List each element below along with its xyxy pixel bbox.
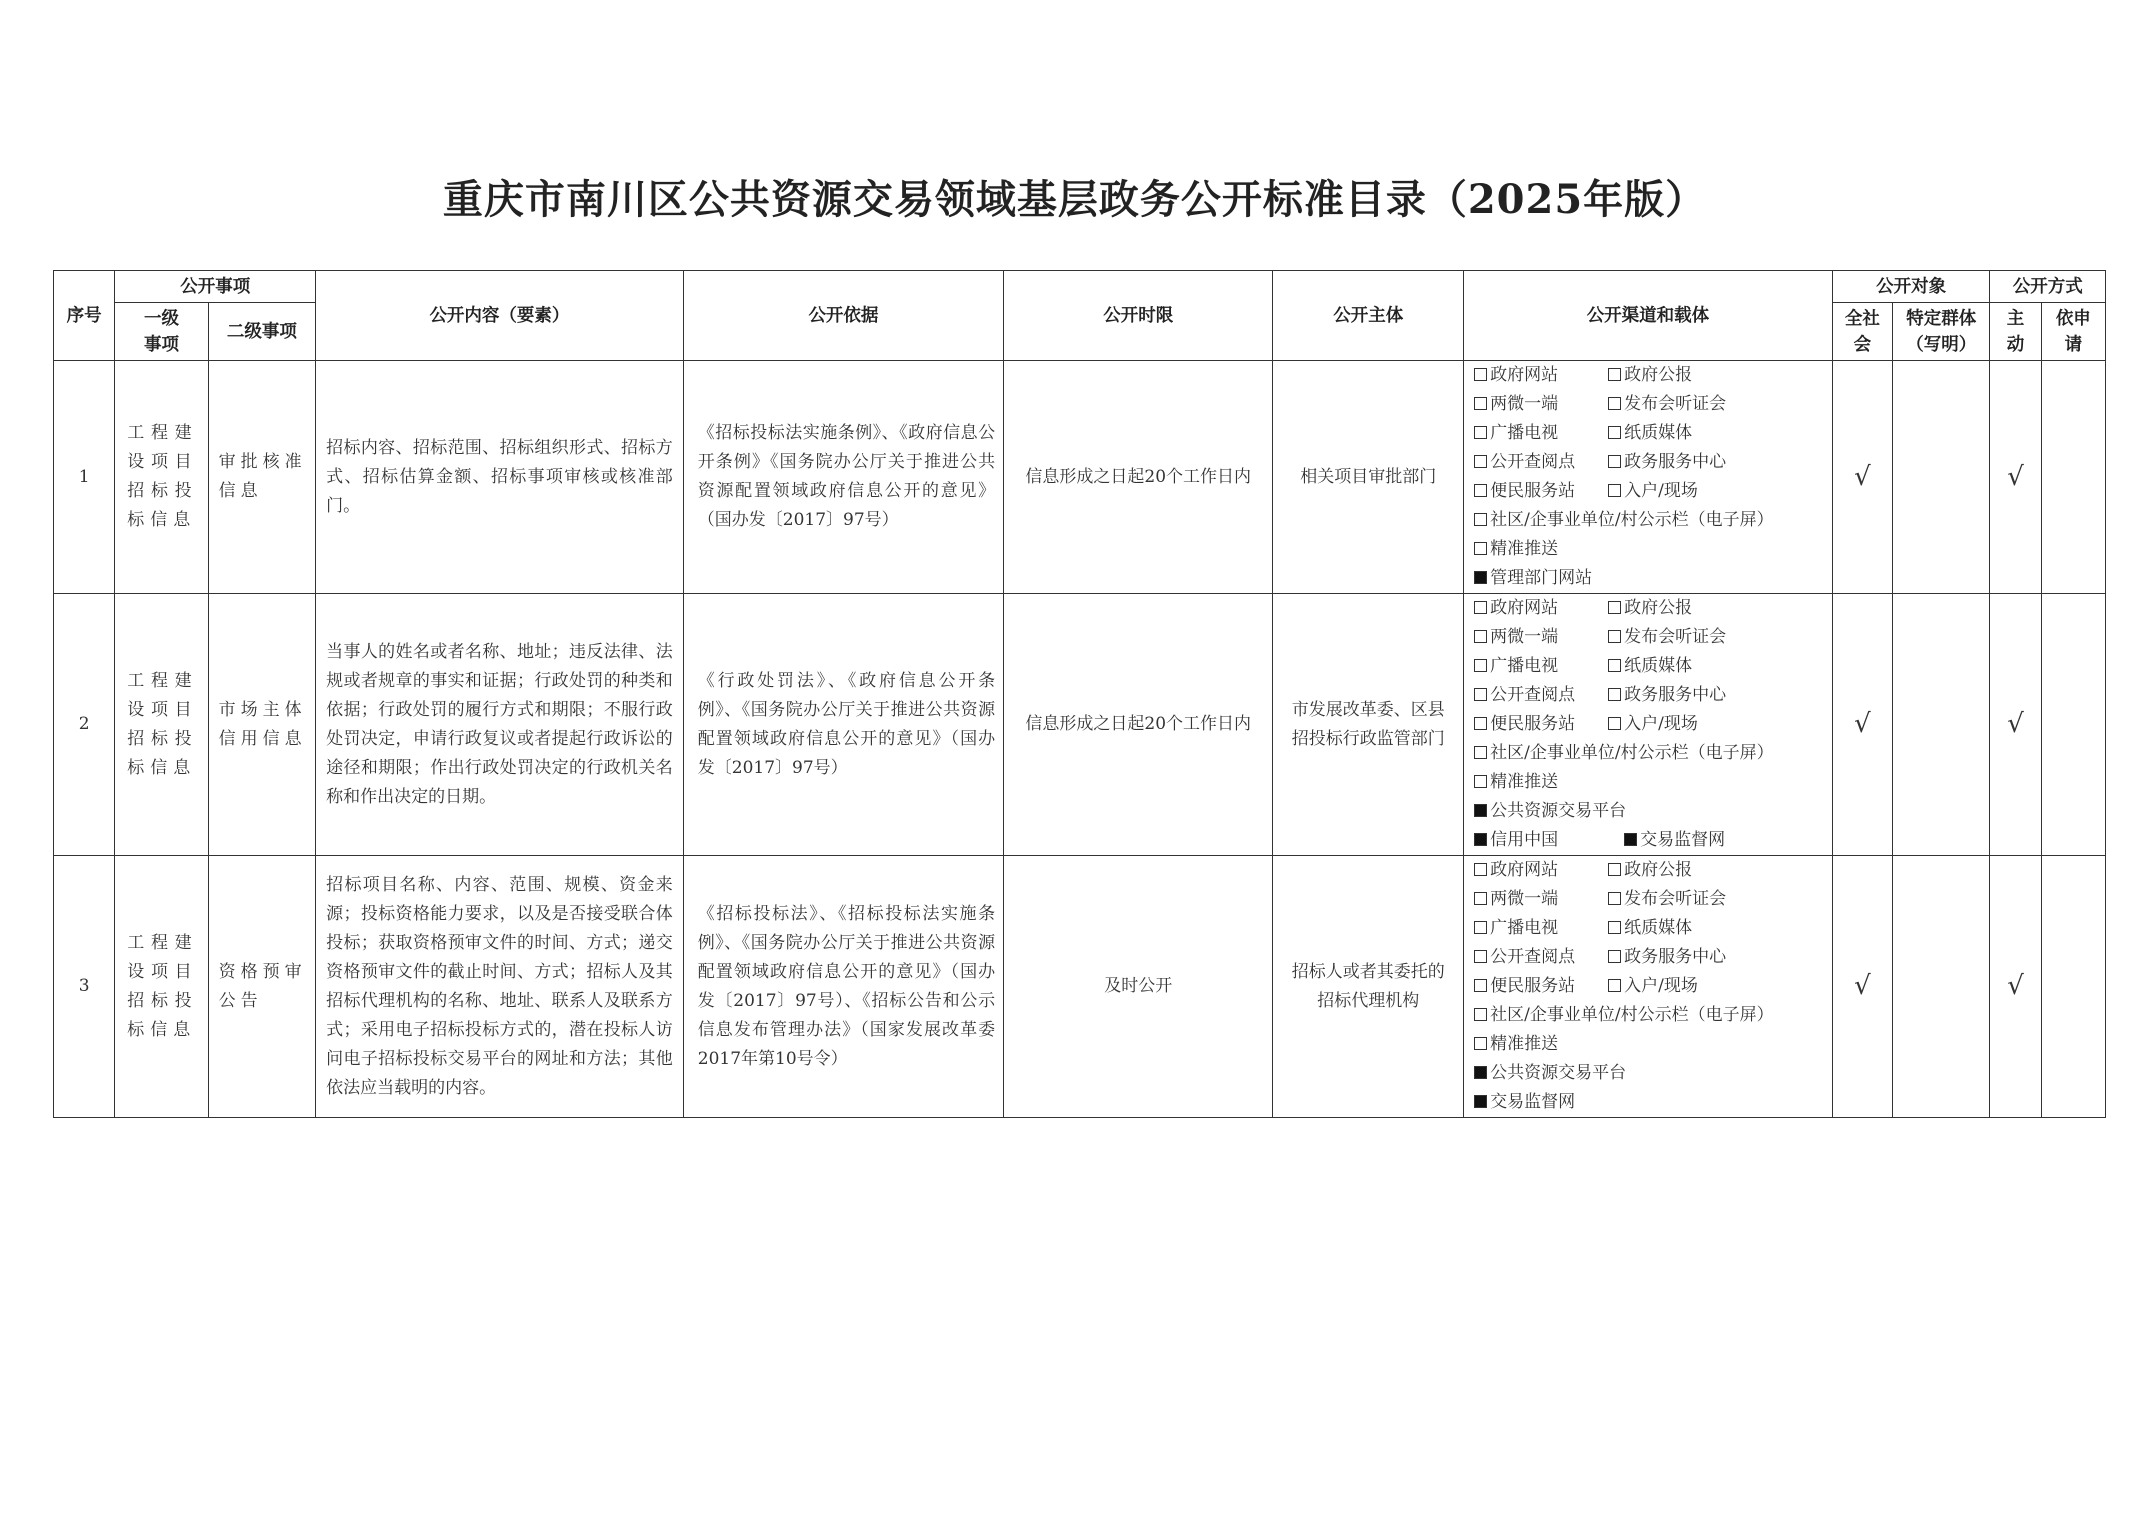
channel-line [1474, 419, 1832, 448]
channel-option [1474, 594, 1608, 623]
channel-label: 信用中国 [1490, 830, 1559, 850]
channel-option [1608, 481, 1698, 501]
level2-cell: 审批核准信息 [208, 361, 315, 594]
channel-option [1608, 598, 1692, 618]
table-row [54, 594, 2106, 856]
channel-line [1474, 506, 1832, 535]
header-matters: 公开事项 [115, 271, 316, 303]
channel-label: 入户/现场 [1624, 481, 1698, 501]
channel-label: 两微一端 [1490, 627, 1559, 647]
unchecked-checkbox-icon [1608, 717, 1621, 730]
header-active: 主动 [1990, 303, 2041, 361]
checked-checkbox-icon [1474, 1066, 1487, 1079]
channel-line [1474, 739, 1832, 768]
channel-label: 政务服务中心 [1624, 685, 1727, 705]
channel-line [1474, 914, 1832, 943]
header-timing: 公开时限 [1004, 271, 1273, 361]
channel-label: 社区/企事业单位/村公示栏（电子屏） [1490, 1005, 1774, 1025]
seq-cell: 2 [54, 594, 115, 856]
channel-line [1474, 390, 1832, 419]
timing-cell: 及时公开 [1004, 856, 1273, 1118]
checked-checkbox-icon [1474, 833, 1487, 846]
channel-line [1474, 564, 1832, 593]
unchecked-checkbox-icon [1608, 863, 1621, 876]
unchecked-checkbox-icon [1474, 659, 1487, 672]
channel-label: 政府网站 [1490, 860, 1559, 880]
channel-option [1474, 623, 1608, 652]
channel-label: 发布会听证会 [1624, 889, 1727, 909]
unchecked-checkbox-icon [1474, 455, 1487, 468]
channel-option [1624, 830, 1725, 850]
channel-option [1608, 889, 1726, 909]
channel-label: 便民服务站 [1490, 976, 1576, 996]
level1-cell: 工程建设项目招标投标信息 [115, 856, 208, 1118]
channel-option [1474, 681, 1608, 710]
channels-cell [1464, 856, 1833, 1118]
channel-option [1608, 860, 1692, 880]
channel-line [1474, 797, 1832, 826]
on-request-cell [2041, 361, 2105, 594]
unchecked-checkbox-icon [1474, 717, 1487, 730]
channel-label: 精准推送 [1490, 1034, 1559, 1054]
unchecked-checkbox-icon [1474, 746, 1487, 759]
channel-line [1474, 885, 1832, 914]
unchecked-checkbox-icon [1608, 979, 1621, 992]
level1-cell: 工程建设项目招标投标信息 [115, 361, 208, 594]
channel-label: 政府公报 [1624, 860, 1693, 880]
channel-option [1474, 1063, 1626, 1083]
channel-label: 公开查阅点 [1490, 947, 1576, 967]
channel-option [1608, 452, 1726, 472]
all-society-cell: √ [1832, 361, 1892, 594]
unchecked-checkbox-icon [1474, 484, 1487, 497]
channel-line [1474, 594, 1832, 623]
channel-option [1474, 1005, 1773, 1025]
channel-option [1474, 390, 1608, 419]
timing-cell: 信息形成之日起20个工作日内 [1004, 594, 1273, 856]
basis-cell: 《行政处罚法》、《政府信息公开条例》、《国务院办公厅关于推进公共资源配置领域政府信息公开的意见》（国办发〔2017〕97号） [683, 594, 1003, 856]
level1-cell: 工程建设项目招标投标信息 [115, 594, 208, 856]
header-basis: 公开依据 [683, 271, 1003, 361]
seq-cell: 3 [54, 856, 115, 1118]
header-level2: 二级事项 [208, 303, 315, 361]
unchecked-checkbox-icon [1474, 1037, 1487, 1050]
header-all-society: 全社会 [1832, 303, 1892, 361]
channel-option [1608, 918, 1692, 938]
header-content: 公开内容（要素） [316, 271, 684, 361]
channel-option [1608, 627, 1726, 647]
page-title: 重庆市南川区公共资源交易领域基层政务公开标准目录（2025年版） [442, 176, 1707, 223]
channel-line [1474, 710, 1832, 739]
unchecked-checkbox-icon [1608, 921, 1621, 934]
channel-label: 社区/企事业单位/村公示栏（电子屏） [1490, 510, 1774, 530]
channel-line [1474, 826, 1832, 855]
unchecked-checkbox-icon [1474, 775, 1487, 788]
channel-line [1474, 943, 1832, 972]
channel-option [1474, 856, 1608, 885]
header-on-request: 依申请 [2041, 303, 2105, 361]
channel-label: 政府网站 [1490, 598, 1559, 618]
unchecked-checkbox-icon [1474, 1008, 1487, 1021]
checked-checkbox-icon [1624, 833, 1637, 846]
channel-label: 社区/企事业单位/村公示栏（电子屏） [1490, 743, 1774, 763]
channel-option [1474, 361, 1608, 390]
channel-line [1474, 681, 1832, 710]
unchecked-checkbox-icon [1474, 368, 1487, 381]
subject-cell: 相关项目审批部门 [1273, 361, 1464, 594]
channel-option [1608, 685, 1726, 705]
channel-label: 公共资源交易平台 [1490, 801, 1627, 821]
content-cell: 招标内容、招标范围、招标组织形式、招标方式、招标估算金额、招标事项审核或核准部门。 [316, 361, 684, 594]
channel-option [1474, 1034, 1558, 1054]
channel-label: 纸质媒体 [1624, 423, 1693, 443]
content-cell: 当事人的姓名或者名称、地址；违反法律、法规或者规章的事实和证据；行政处罚的种类和依据；行政处罚的履行方式和期限；不服行政处罚决定，申请行政复议或者提起行政诉讼的途径和期限；作出行政处罚决定的行政机关名称和作出决定的日期。 [316, 594, 684, 856]
channel-option [1474, 419, 1608, 448]
unchecked-checkbox-icon [1608, 950, 1621, 963]
channel-label: 发布会听证会 [1624, 627, 1727, 647]
channel-line [1474, 1059, 1832, 1088]
channel-option [1474, 943, 1608, 972]
unchecked-checkbox-icon [1474, 513, 1487, 526]
header-level1: 一级事项 [115, 303, 208, 361]
channel-option [1474, 826, 1624, 855]
channel-option [1474, 914, 1608, 943]
channel-label: 入户/现场 [1624, 976, 1698, 996]
channel-option [1474, 1092, 1575, 1112]
seq-cell: 1 [54, 361, 115, 594]
unchecked-checkbox-icon [1474, 542, 1487, 555]
channel-label: 发布会听证会 [1624, 394, 1727, 414]
channel-label: 精准推送 [1490, 539, 1559, 559]
unchecked-checkbox-icon [1608, 601, 1621, 614]
channel-label: 政府公报 [1624, 365, 1693, 385]
content-cell: 招标项目名称、内容、范围、规模、资金来源；投标资格能力要求，以及是否接受联合体投标；获取资格预审文件的时间、方式；递交资格预审文件的截止时间、方式；招标人及其招标代理机构的名称、地址、联系人及联系方式；采用电子招标投标方式的，潜在投标人访问电子招标投标交易平台的网址和方法；其他依法应当载明的内容。 [316, 856, 684, 1118]
channel-label: 两微一端 [1490, 394, 1559, 414]
level2-cell: 资格预审公告 [208, 856, 315, 1118]
timing-cell: 信息形成之日起20个工作日内 [1004, 361, 1273, 594]
channel-line [1474, 448, 1832, 477]
unchecked-checkbox-icon [1474, 688, 1487, 701]
channel-label: 公共资源交易平台 [1490, 1063, 1627, 1083]
channel-label: 入户/现场 [1624, 714, 1698, 734]
unchecked-checkbox-icon [1474, 630, 1487, 643]
channel-line [1474, 623, 1832, 652]
channel-label: 精准推送 [1490, 772, 1559, 792]
channel-option [1474, 801, 1626, 821]
channel-line [1474, 652, 1832, 681]
unchecked-checkbox-icon [1474, 950, 1487, 963]
channel-label: 广播电视 [1490, 918, 1559, 938]
channel-option [1474, 510, 1773, 530]
channel-label: 政府网站 [1490, 365, 1559, 385]
channel-option [1608, 394, 1726, 414]
channel-label: 政府公报 [1624, 598, 1693, 618]
channel-line [1474, 1030, 1832, 1059]
channel-label: 纸质媒体 [1624, 918, 1693, 938]
channel-option [1608, 423, 1692, 443]
header-method: 公开方式 [1990, 271, 2106, 303]
specific-group-cell [1893, 594, 1990, 856]
channel-label: 公开查阅点 [1490, 452, 1576, 472]
channel-label: 广播电视 [1490, 656, 1559, 676]
on-request-cell [2041, 856, 2105, 1118]
header-target: 公开对象 [1832, 271, 1990, 303]
channel-option [1474, 885, 1608, 914]
channel-label: 便民服务站 [1490, 714, 1576, 734]
unchecked-checkbox-icon [1474, 601, 1487, 614]
basis-cell: 《招标投标法》、《招标投标法实施条例》、《国务院办公厅关于推进公共资源配置领域政府信息公开的意见》（国办发〔2017〕97号）、《招标公告和公示信息发布管理办法》（国家发展改革委2017年第10号令） [683, 856, 1003, 1118]
unchecked-checkbox-icon [1474, 892, 1487, 905]
subject-cell: 市发展改革委、区县招投标行政监管部门 [1273, 594, 1464, 856]
checked-checkbox-icon [1474, 1095, 1487, 1108]
channel-option [1608, 976, 1698, 996]
channel-label: 交易监督网 [1640, 830, 1726, 850]
channel-label: 纸质媒体 [1624, 656, 1693, 676]
checked-checkbox-icon [1474, 804, 1487, 817]
channel-line [1474, 972, 1832, 1001]
channel-line [1474, 1001, 1832, 1030]
specific-group-cell [1893, 361, 1990, 594]
channel-option [1474, 477, 1608, 506]
channel-line [1474, 856, 1832, 885]
unchecked-checkbox-icon [1608, 892, 1621, 905]
channel-line [1474, 361, 1832, 390]
channel-line [1474, 477, 1832, 506]
table-row [54, 361, 2106, 594]
channel-option [1474, 539, 1558, 559]
header-seq: 序号 [54, 271, 115, 361]
header-subject: 公开主体 [1273, 271, 1464, 361]
header-specific-group: 特定群体（写明） [1893, 303, 1990, 361]
channel-label: 广播电视 [1490, 423, 1559, 443]
all-society-cell: √ [1832, 594, 1892, 856]
channel-option [1474, 743, 1773, 763]
unchecked-checkbox-icon [1608, 484, 1621, 497]
unchecked-checkbox-icon [1608, 426, 1621, 439]
channel-label: 公开查阅点 [1490, 685, 1576, 705]
checked-checkbox-icon [1474, 571, 1487, 584]
channels-cell [1464, 594, 1833, 856]
channels-cell [1464, 361, 1833, 594]
channel-option [1608, 714, 1698, 734]
channel-option [1474, 568, 1592, 588]
channel-option [1474, 772, 1558, 792]
channel-option [1608, 365, 1692, 385]
channel-label: 政务服务中心 [1624, 452, 1727, 472]
channel-label: 便民服务站 [1490, 481, 1576, 501]
channel-option [1474, 972, 1608, 1001]
level2-cell: 市场主体信用信息 [208, 594, 315, 856]
on-request-cell [2041, 594, 2105, 856]
unchecked-checkbox-icon [1608, 455, 1621, 468]
channel-label: 两微一端 [1490, 889, 1559, 909]
catalog-table [53, 270, 2106, 1118]
unchecked-checkbox-icon [1608, 659, 1621, 672]
channel-option [1474, 652, 1608, 681]
channel-line [1474, 768, 1832, 797]
active-cell: √ [1990, 594, 2041, 856]
all-society-cell: √ [1832, 856, 1892, 1118]
channel-line [1474, 535, 1832, 564]
channel-label: 政务服务中心 [1624, 947, 1727, 967]
table-row [54, 856, 2106, 1118]
unchecked-checkbox-icon [1474, 921, 1487, 934]
header-channels: 公开渠道和载体 [1464, 271, 1833, 361]
active-cell: √ [1990, 361, 2041, 594]
channel-label: 管理部门网站 [1490, 568, 1593, 588]
specific-group-cell [1893, 856, 1990, 1118]
subject-cell: 招标人或者其委托的招标代理机构 [1273, 856, 1464, 1118]
channel-option [1474, 448, 1608, 477]
unchecked-checkbox-icon [1608, 688, 1621, 701]
unchecked-checkbox-icon [1608, 630, 1621, 643]
active-cell: √ [1990, 856, 2041, 1118]
basis-cell: 《招标投标法实施条例》、《政府信息公开条例》《国务院办公厅关于推进公共资源配置领域政府信息公开的意见》（国办发〔2017〕97号） [683, 361, 1003, 594]
unchecked-checkbox-icon [1608, 397, 1621, 410]
unchecked-checkbox-icon [1608, 368, 1621, 381]
unchecked-checkbox-icon [1474, 426, 1487, 439]
channel-label: 交易监督网 [1490, 1092, 1576, 1112]
channel-option [1608, 947, 1726, 967]
unchecked-checkbox-icon [1474, 397, 1487, 410]
unchecked-checkbox-icon [1474, 979, 1487, 992]
channel-line [1474, 1088, 1832, 1117]
channel-option [1474, 710, 1608, 739]
unchecked-checkbox-icon [1474, 863, 1487, 876]
channel-option [1608, 656, 1692, 676]
